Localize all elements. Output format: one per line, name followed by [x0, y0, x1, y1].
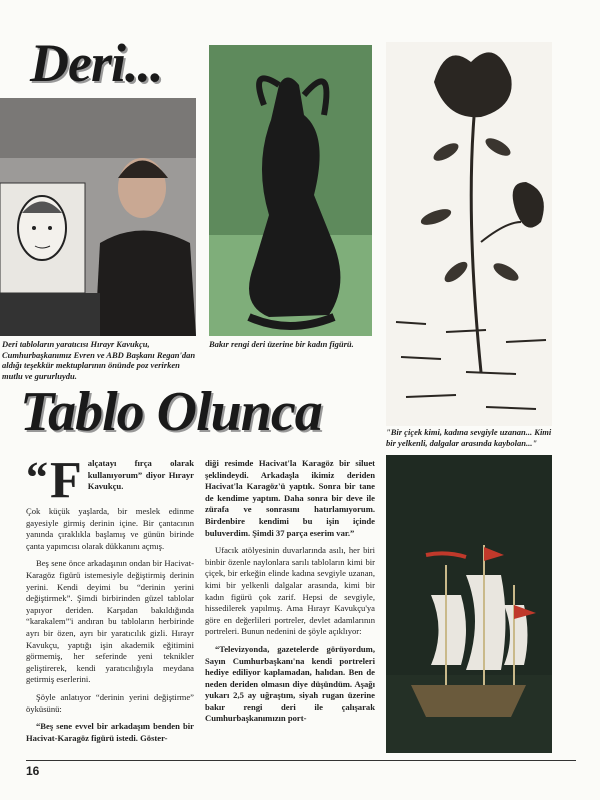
paragraph: “Televizyonda, gazetelerde görüyordum, Sayın Cumhurbaşkanı'na kendi portreleri hediye ediliyor kaplamadan, halıdan. Ben de neden deriden olmasın diye düşündüm. Aşağı yukarı 2,5 ay uğraştım, siyah rugan üzerine bakır rengi deri ile çalışarak Cumhurbaşkanımızın port- [205, 643, 375, 724]
quote-mark: “ [26, 458, 48, 502]
drop-cap: F [50, 458, 82, 502]
footer-rule [26, 760, 576, 761]
article-column-1 [26, 458, 194, 750]
caption-rose-ship: "Bir çiçek kimi, kadına sevgiyle uzanan... Kimi bir yelkenli, dalgalar arasında kaybolan..." [386, 427, 552, 448]
paragraph: Çok küçük yaşlarda, bir meslek edinme gayesiyle girmiş derinin içine. Bir çantacının yanında çıraklıkla başlamış ve günün birinde çanta yapımcısı olarak dükkanını açmış. [26, 506, 194, 551]
rose-artwork [386, 42, 552, 426]
article-column-2 [205, 458, 375, 731]
paragraph: “Beş sene evvel bir arkadaşım benden bir Hacivat-Karagöz figürü istedi. Göster- [26, 721, 194, 743]
paragraph: diği resimde Hacivat'la Karagöz bir siluet şeklindeydi. Arkadaşla ikimiz deriden Hacivat'la Karagöz'ü yaptık. Sonra bir tane de kendime yaptım. Daha sonra bir deve ile zürafa ve sonrasını hatırlamıyorum. Birdenbire kendimi bu işin içinde buluverdim. Şimdi 37 parça eserim var.” [205, 458, 375, 538]
ship-artwork [386, 455, 552, 753]
lead-text: alçatayı fırça olarak kullanıyorum” diyor Hırayr Kavukçu. [87, 458, 194, 492]
caption-woman-figure: Bakır rengi deri üzerine bir kadın figürü. [209, 339, 354, 349]
paragraph: Ufacık atölyesinin duvarlarında asılı, her biri binbir özenle naylonlara sarılı tabloların kimi bir çiçek, bir erkeğin elinde kadına sevgiyle uzanan, kimi bir yelkenli dalgalar arasında, kimi bir kadın figürü çok zarif. Hepsi de sevgiyle, hissedilerek yapılmış. Ama Hırayr Kavukçu'ya göre en değerlileri portreler, devlet adamlarının portreleri. Bunun nedenini de şöyle açıklıyor: [205, 545, 375, 637]
headline-top: Deri... [30, 33, 163, 93]
paragraph: Şöyle anlatıyor “derinin yerini değiştirme” öyküsünü: [26, 691, 194, 714]
paragraph: Beş sene önce arkadaşının ondan bir Hacivat-Karagöz figürü istemesiyle değiştirmiş derinin yerini. Kendi deyimi bu “derinin yerini değiştirmek”. Şimdi birbirinden güzel tablolar yapıyor deriden. Karşıdan bakıldığında “karakalem”'i andıran bu tabloların herbirinde ayrı bir özen, ayrı bir yaratıcılık gizli. Hırayr Kavukçu, yaptığı işin akademik eğitimini görmemiş, her seferinde yeni teknikler geliştirerek, kendi yaratıcılığıyla meydana getirmiş eserlerini. [26, 558, 194, 685]
headline-bottom: Tablo Olunca [20, 381, 322, 443]
woman-figure-artwork [209, 45, 372, 336]
page-number: 16 [26, 764, 40, 778]
artist-photo [0, 98, 196, 336]
caption-artist-photo: Deri tabloların yaratıcısı Hırayr Kavukçu, Cumhurbaşkanımız Evren ve ABD Başkanı Regan'dan aldığı teşekkür mektuplarının önünde poz verirken mutlu ve gururluydu. [2, 339, 196, 381]
